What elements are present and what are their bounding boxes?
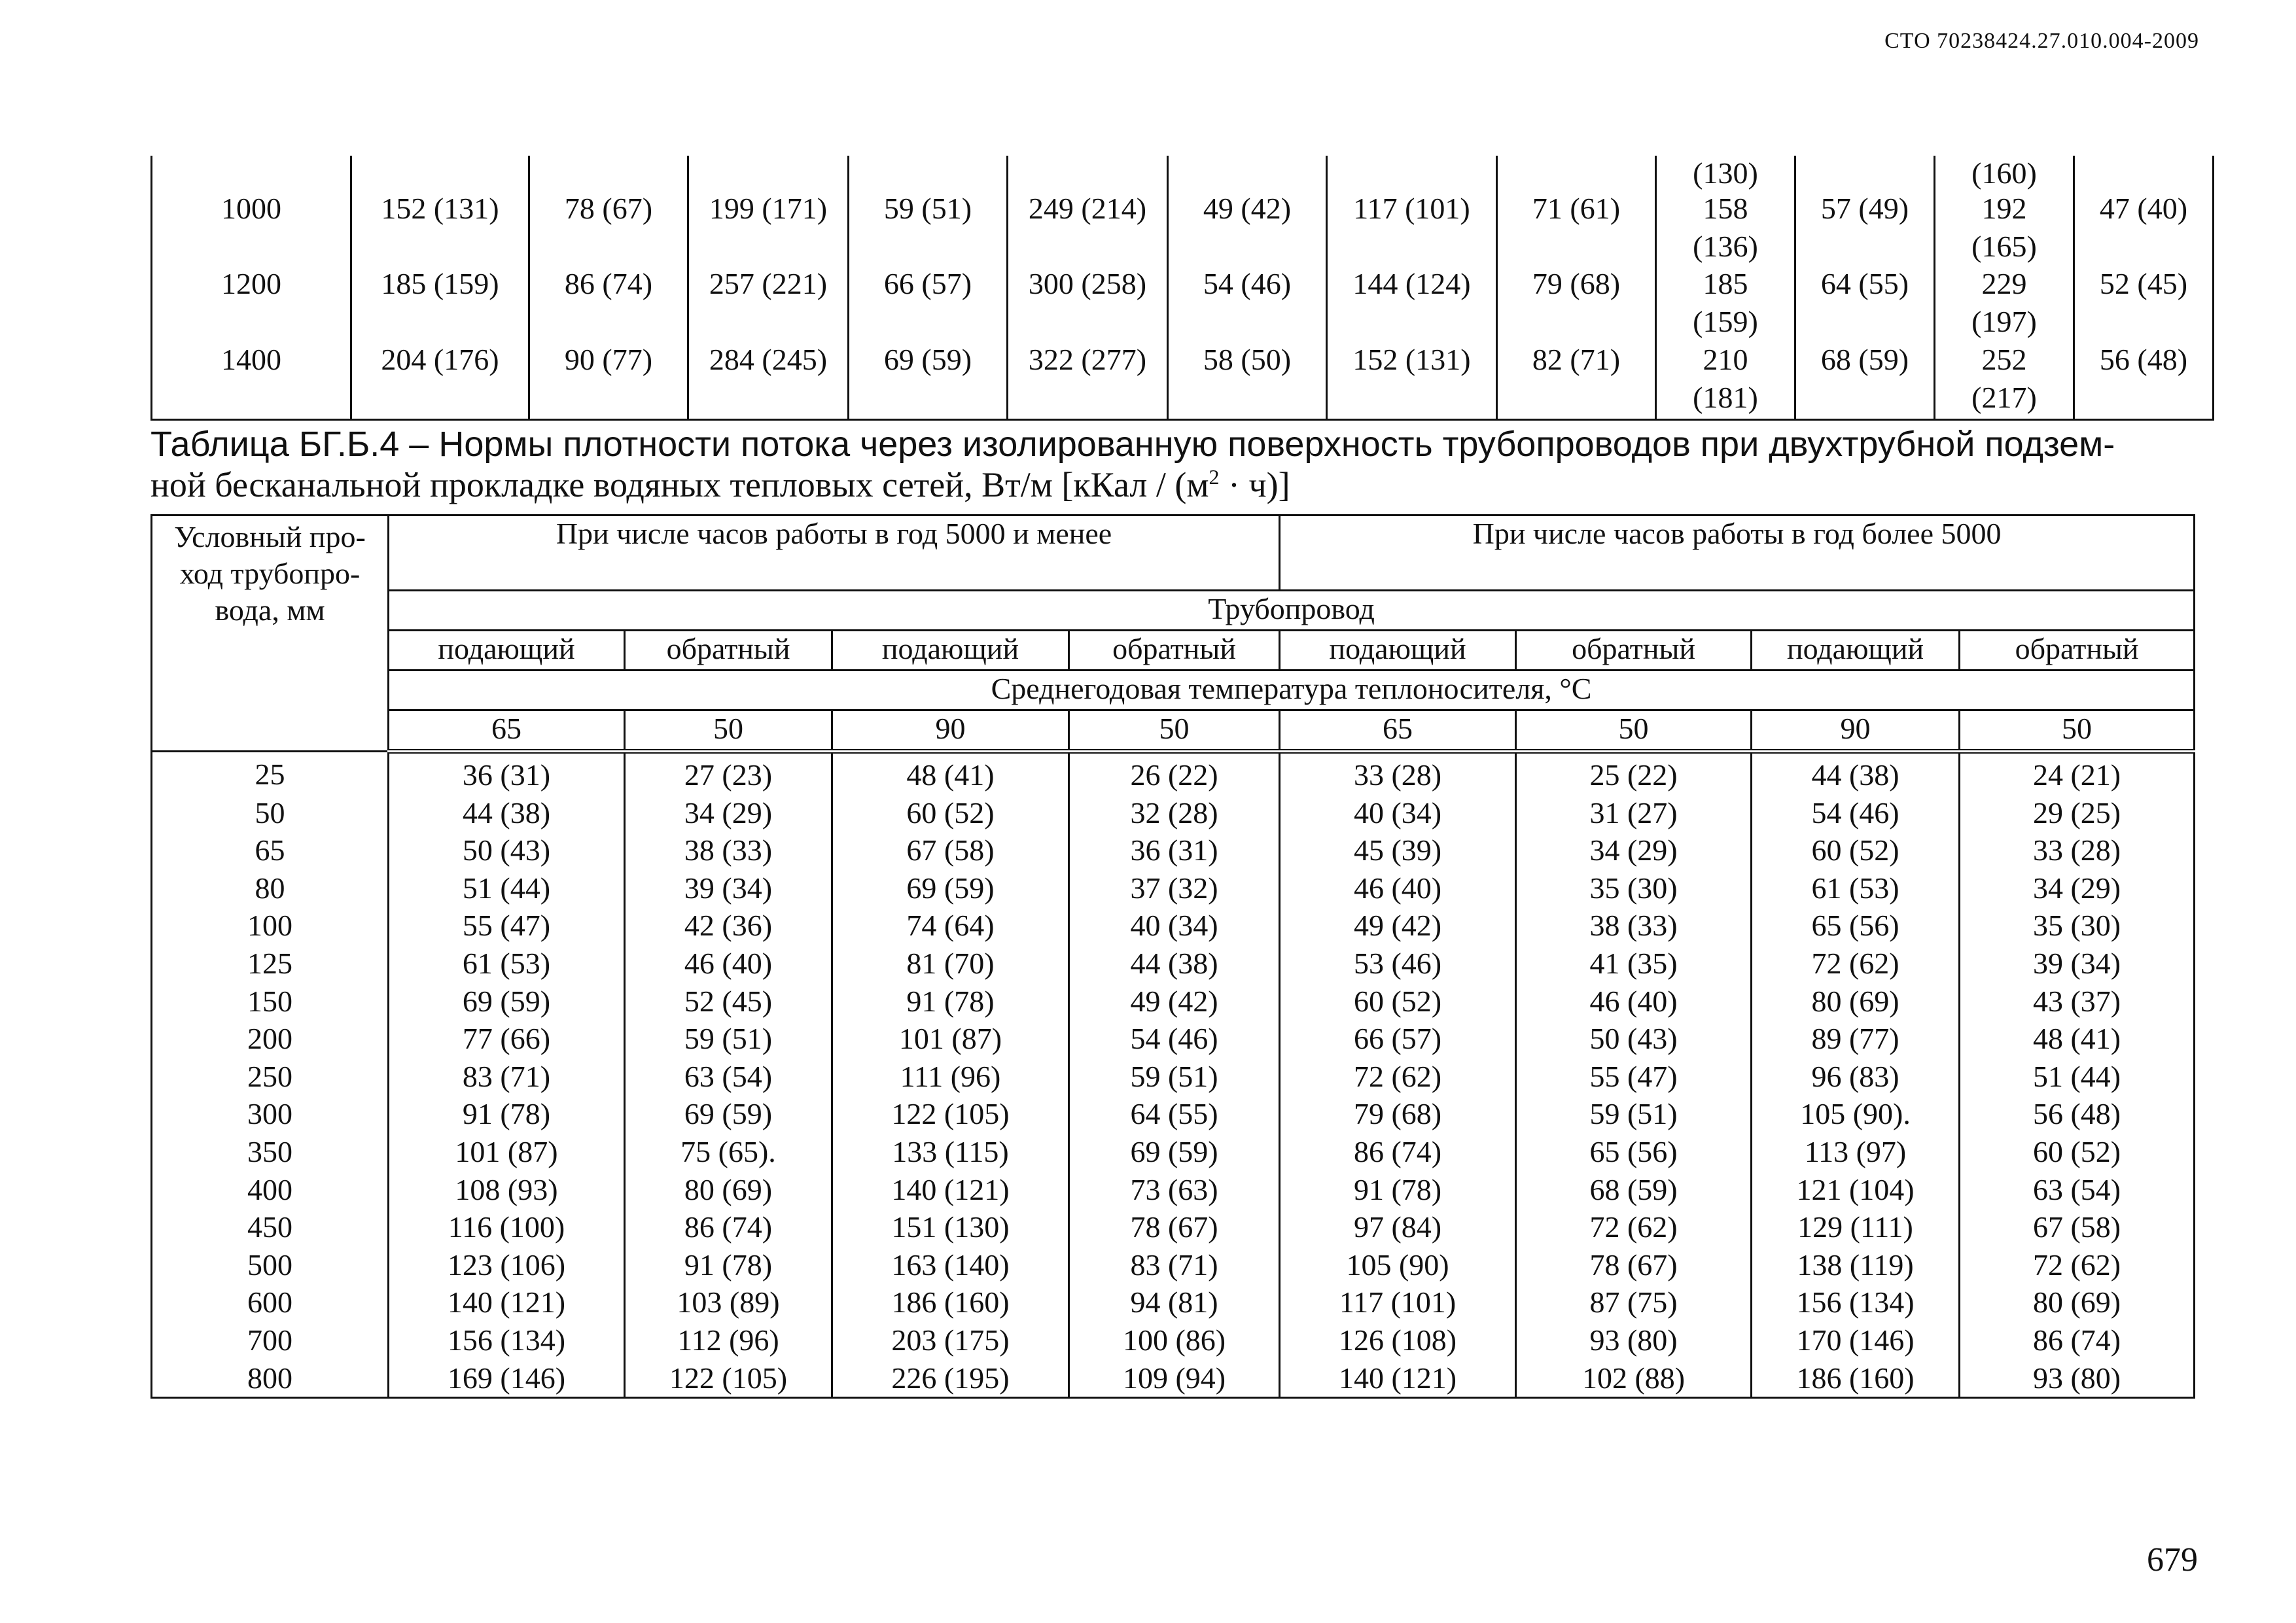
heat-flux-cell: 138 (119)	[1752, 1246, 1960, 1284]
continued-table-cell	[2074, 156, 2214, 420]
pipe-type-header: обратный	[1069, 631, 1280, 671]
heat-flux-cell: 42 (36)	[625, 907, 832, 945]
pipe-type-header: подающий	[832, 631, 1069, 671]
heat-flux-cell: 170 (146)	[1752, 1321, 1960, 1359]
heat-flux-cell: 46 (40)	[1516, 983, 1752, 1021]
continued-table-value: 204 (176)	[381, 343, 499, 376]
continued-table-value: 71 (61)	[1532, 192, 1621, 225]
heat-flux-cell: 44 (38)	[389, 794, 625, 832]
heat-flux-cell: 186 (160)	[832, 1283, 1069, 1321]
heat-flux-cell: 89 (77)	[1752, 1020, 1960, 1058]
continued-table-cell	[1008, 156, 1168, 420]
heat-flux-cell: 72 (62)	[1752, 945, 1960, 983]
heat-flux-cell: 81 (70)	[832, 945, 1069, 983]
table-row	[152, 1171, 2195, 1209]
continued-table-value: 158	[1703, 192, 1748, 225]
heat-flux-cell: 56 (48)	[1960, 1095, 2195, 1133]
heat-flux-cell: 75 (65).	[625, 1133, 832, 1171]
continued-table-value: 322 (277)	[1028, 343, 1147, 376]
continued-table-cell	[1327, 156, 1497, 420]
continued-table	[150, 156, 2214, 421]
table-row	[152, 1246, 2195, 1284]
heat-flux-cell: 86 (74)	[1280, 1133, 1516, 1171]
table-row	[152, 831, 2195, 869]
table-row	[152, 945, 2195, 983]
table-row	[152, 752, 2195, 794]
continued-table-value: 79 (68)	[1532, 267, 1621, 300]
heat-flux-cell: 78 (67)	[1069, 1208, 1280, 1246]
heat-flux-cell: 54 (46)	[1752, 794, 1960, 832]
nominal-bore-cell: 25	[152, 752, 389, 794]
nominal-bore-header: Условный про- ход трубопро- вода, мм	[152, 515, 389, 752]
heat-flux-cell: 79 (68)	[1280, 1095, 1516, 1133]
heat-flux-cell: 69 (59)	[625, 1095, 832, 1133]
heat-flux-cell: 59 (51)	[1516, 1095, 1752, 1133]
heat-flux-cell: 121 (104)	[1752, 1171, 1960, 1209]
continued-table-value: 185	[1703, 267, 1748, 300]
heat-flux-cell: 61 (53)	[1752, 869, 1960, 907]
heat-flux-cell: 65 (56)	[1752, 907, 1960, 945]
heat-flux-cell: 60 (52)	[1960, 1133, 2195, 1171]
heat-flux-cell: 33 (28)	[1280, 752, 1516, 794]
nominal-bore-cell: 700	[152, 1321, 389, 1359]
table-caption	[150, 424, 2193, 505]
nominal-bore-cell: 300	[152, 1095, 389, 1133]
heat-flux-cell: 67 (58)	[832, 831, 1069, 869]
nominal-bore-cell: 100	[152, 907, 389, 945]
heat-flux-cell: 93 (80)	[1516, 1321, 1752, 1359]
nominal-bore-cell: 250	[152, 1058, 389, 1096]
heat-flux-cell: 105 (90)	[1280, 1246, 1516, 1284]
continued-table-value: 64 (55)	[1820, 267, 1909, 300]
heat-flux-cell: 72 (62)	[1960, 1246, 2195, 1284]
heat-flux-cell: 72 (62)	[1280, 1058, 1516, 1096]
heat-flux-cell: 69 (59)	[1069, 1133, 1280, 1171]
temperature-value-header: 65	[389, 710, 625, 752]
heat-flux-cell: 74 (64)	[832, 907, 1069, 945]
heat-flux-cell: 69 (59)	[389, 983, 625, 1021]
heat-flux-cell: 117 (101)	[1280, 1283, 1516, 1321]
nominal-bore-cell: 50	[152, 794, 389, 832]
heat-flux-cell: 51 (44)	[389, 869, 625, 907]
heat-flux-cell: 108 (93)	[389, 1171, 625, 1209]
nominal-bore-cell: 800	[152, 1359, 389, 1398]
nominal-bore-cell: 150	[152, 983, 389, 1021]
heat-flux-cell: 55 (47)	[389, 907, 625, 945]
heat-flux-cell: 83 (71)	[1069, 1246, 1280, 1284]
temperature-value-header: 50	[1516, 710, 1752, 752]
heat-flux-cell: 36 (31)	[1069, 831, 1280, 869]
nominal-bore-cell: 65	[152, 831, 389, 869]
continued-table-value: 59 (51)	[883, 192, 972, 225]
table-row	[152, 1321, 2195, 1359]
continued-table-value: 47 (40)	[2099, 192, 2188, 225]
heat-flux-cell: 65 (56)	[1516, 1133, 1752, 1171]
heat-flux-cell: 51 (44)	[1960, 1058, 2195, 1096]
temperature-value-header: 65	[1280, 710, 1516, 752]
heat-flux-cell: 103 (89)	[625, 1283, 832, 1321]
heat-flux-cell: 48 (41)	[832, 752, 1069, 794]
heat-flux-cell: 80 (69)	[1960, 1283, 2195, 1321]
continued-table-value: 210	[1703, 343, 1748, 376]
continued-table-value: 249 (214)	[1028, 192, 1147, 225]
heat-flux-cell: 77 (66)	[389, 1020, 625, 1058]
document-code-header: СТО 70238424.27.010.004-2009	[1884, 29, 2199, 53]
table-row	[152, 1095, 2195, 1133]
heat-flux-cell: 55 (47)	[1516, 1058, 1752, 1096]
continued-table-cell	[1168, 156, 1327, 420]
heat-flux-cell: 87 (75)	[1516, 1283, 1752, 1321]
temperature-value-header: 90	[1752, 710, 1960, 752]
heat-flux-cell: 68 (59)	[1516, 1171, 1752, 1209]
continued-table-value: 192	[1981, 192, 2027, 225]
temperature-value-header: 50	[625, 710, 832, 752]
continued-table-value: 252	[1981, 343, 2027, 376]
page-number: 679	[2147, 1541, 2198, 1579]
heat-flux-cell: 156 (134)	[1752, 1283, 1960, 1321]
continued-table-value: 57 (49)	[1820, 192, 1909, 225]
heat-flux-cell: 72 (62)	[1516, 1208, 1752, 1246]
heat-flux-cell: 91 (78)	[625, 1246, 832, 1284]
heat-flux-cell: 43 (37)	[1960, 983, 2195, 1021]
heat-flux-cell: 52 (45)	[625, 983, 832, 1021]
heat-flux-cell: 31 (27)	[1516, 794, 1752, 832]
table-row	[152, 1020, 2195, 1058]
continued-table-wrapped-value: (136)	[1693, 230, 1758, 263]
continued-table-value: 49 (42)	[1203, 192, 1292, 225]
heat-flux-cell: 44 (38)	[1752, 752, 1960, 794]
continued-table-value: 54 (46)	[1203, 267, 1292, 300]
heat-flux-cell: 54 (46)	[1069, 1020, 1280, 1058]
heat-flux-cell: 140 (121)	[1280, 1359, 1516, 1398]
heat-flux-cell: 123 (106)	[389, 1246, 625, 1284]
continued-table-value: 257 (221)	[709, 267, 828, 300]
continued-table-value: 69 (59)	[883, 343, 972, 376]
continued-table-value: 152 (131)	[381, 192, 499, 225]
heat-flux-cell: 24 (21)	[1960, 752, 2195, 794]
heat-flux-cell: 33 (28)	[1960, 831, 2195, 869]
heat-flux-cell: 63 (54)	[1960, 1171, 2195, 1209]
continued-table-value: 1200	[221, 267, 281, 300]
heat-flux-cell: 113 (97)	[1752, 1133, 1960, 1171]
heat-flux-cell: 60 (52)	[1752, 831, 1960, 869]
heat-flux-cell: 34 (29)	[1516, 831, 1752, 869]
heat-flux-cell: 38 (33)	[625, 831, 832, 869]
heat-flux-cell: 25 (22)	[1516, 752, 1752, 794]
table-row	[152, 1133, 2195, 1171]
pipe-type-header: обратный	[1960, 631, 2195, 671]
nominal-bore-cell: 600	[152, 1283, 389, 1321]
table-row	[152, 983, 2195, 1021]
heat-flux-cell: 156 (134)	[389, 1321, 625, 1359]
heat-flux-cell: 100 (86)	[1069, 1321, 1280, 1359]
heat-flux-cell: 69 (59)	[832, 869, 1069, 907]
caption-line-2: ной бесканальной прокладке водяных тепловых сетей, Вт/м [кКал / $(м^2 \cdot ч)$]	[150, 465, 1290, 504]
temperature-value-header: 50	[1069, 710, 1280, 752]
pipe-type-header: подающий	[1280, 631, 1516, 671]
continued-table-cell	[1497, 156, 1656, 420]
pipe-type-header: обратный	[1516, 631, 1752, 671]
continued-table-value: 82 (71)	[1532, 343, 1621, 376]
heat-flux-cell: 203 (175)	[832, 1321, 1069, 1359]
heat-flux-cell: 29 (25)	[1960, 794, 2195, 832]
heat-flux-cell: 64 (55)	[1069, 1095, 1280, 1133]
continued-table-cell	[152, 156, 351, 420]
heat-flux-cell: 59 (51)	[1069, 1058, 1280, 1096]
continued-table-value: 58 (50)	[1203, 343, 1292, 376]
heat-flux-cell: 101 (87)	[832, 1020, 1069, 1058]
heat-flux-cell: 59 (51)	[625, 1020, 832, 1058]
continued-table-value: 185 (159)	[381, 267, 499, 300]
table-row	[152, 1208, 2195, 1246]
continued-table-cell	[1656, 156, 1795, 420]
continued-table-value: 68 (59)	[1820, 343, 1909, 376]
continued-table-cell	[688, 156, 849, 420]
continued-table-value: 52 (45)	[2099, 267, 2188, 300]
table-row	[152, 1058, 2195, 1096]
continued-table-value: 229	[1981, 267, 2027, 300]
hours-group-header-2: При числе часов работы в год более 5000	[1280, 515, 2195, 591]
heat-flux-cell: 66 (57)	[1280, 1020, 1516, 1058]
heat-flux-cell: 86 (74)	[625, 1208, 832, 1246]
heat-flux-cell: 35 (30)	[1516, 869, 1752, 907]
temperature-header: Среднегодовая температура теплоносителя, °С	[389, 671, 2195, 710]
heat-flux-cell: 94 (81)	[1069, 1283, 1280, 1321]
heat-flux-cell: 49 (42)	[1280, 907, 1516, 945]
caption-line-1: Таблица БГ.Б.4 – Нормы плотности потока через изолированную поверхность трубопроводов при двухтрубной подзем-	[150, 425, 2115, 464]
heat-flux-cell: 36 (31)	[389, 752, 625, 794]
heat-flux-cell: 91 (78)	[832, 983, 1069, 1021]
table-row	[152, 1283, 2195, 1321]
heat-flux-cell: 78 (67)	[1516, 1246, 1752, 1284]
heat-flux-cell: 97 (84)	[1280, 1208, 1516, 1246]
heat-flux-cell: 39 (34)	[625, 869, 832, 907]
heat-flux-cell: 41 (35)	[1516, 945, 1752, 983]
continued-table-wrapped-value: (217)	[1971, 381, 2037, 414]
pipeline-header: Трубопровод	[389, 591, 2195, 631]
heat-flux-cell: 44 (38)	[1069, 945, 1280, 983]
continued-table-cell	[1795, 156, 1935, 420]
pipe-type-header: обратный	[625, 631, 832, 671]
nominal-bore-cell: 200	[152, 1020, 389, 1058]
continued-table-value: 117 (101)	[1353, 192, 1470, 225]
nominal-bore-cell: 80	[152, 869, 389, 907]
heat-flux-cell: 38 (33)	[1516, 907, 1752, 945]
heat-flux-cell: 102 (88)	[1516, 1359, 1752, 1398]
heat-flux-cell: 34 (29)	[1960, 869, 2195, 907]
heat-flux-cell: 126 (108)	[1280, 1321, 1516, 1359]
heat-flux-cell: 60 (52)	[832, 794, 1069, 832]
continued-table-value: 1000	[221, 192, 281, 225]
nominal-bore-cell: 400	[152, 1171, 389, 1209]
heat-flux-cell: 226 (195)	[832, 1359, 1069, 1398]
heat-flux-cell: 116 (100)	[389, 1208, 625, 1246]
continued-table-value: 86 (74)	[564, 267, 653, 300]
heat-flux-cell: 60 (52)	[1280, 983, 1516, 1021]
table-row	[152, 794, 2195, 832]
heat-flux-cell: 40 (34)	[1069, 907, 1280, 945]
heat-flux-cell: 186 (160)	[1752, 1359, 1960, 1398]
pipe-type-header: подающий	[1752, 631, 1960, 671]
heat-flux-cell: 91 (78)	[389, 1095, 625, 1133]
heat-flux-cell: 39 (34)	[1960, 945, 2195, 983]
heat-flux-cell: 122 (105)	[832, 1095, 1069, 1133]
heat-flux-cell: 46 (40)	[1280, 869, 1516, 907]
table-row	[152, 1359, 2195, 1398]
heat-flux-cell: 67 (58)	[1960, 1208, 2195, 1246]
heat-flux-cell: 169 (146)	[389, 1359, 625, 1398]
heat-flux-cell: 91 (78)	[1280, 1171, 1516, 1209]
continued-table-value: 56 (48)	[2099, 343, 2188, 376]
table-row	[152, 907, 2195, 945]
heat-flux-cell: 83 (71)	[389, 1058, 625, 1096]
heat-flux-cell: 151 (130)	[832, 1208, 1069, 1246]
heat-flux-cell: 80 (69)	[625, 1171, 832, 1209]
heat-flux-cell: 101 (87)	[389, 1133, 625, 1171]
continued-table-value: 66 (57)	[883, 267, 972, 300]
continued-table-wrapped-value: (181)	[1693, 381, 1758, 414]
continued-table-wrapped-value: (197)	[1971, 305, 2037, 338]
heat-flux-cell: 40 (34)	[1280, 794, 1516, 832]
heat-flux-cell: 48 (41)	[1960, 1020, 2195, 1058]
heat-flux-cell: 26 (22)	[1069, 752, 1280, 794]
continued-table-value: 284 (245)	[709, 343, 828, 376]
continued-table-value: 152 (131)	[1352, 343, 1471, 376]
continued-table-value: 90 (77)	[564, 343, 653, 376]
heat-flux-cell: 140 (121)	[832, 1171, 1069, 1209]
heat-flux-cell: 61 (53)	[389, 945, 625, 983]
heat-flux-cell: 105 (90).	[1752, 1095, 1960, 1133]
heat-flux-cell: 73 (63)	[1069, 1171, 1280, 1209]
table-row	[152, 869, 2195, 907]
heat-flux-cell: 50 (43)	[1516, 1020, 1752, 1058]
heat-flux-cell: 80 (69)	[1752, 983, 1960, 1021]
continued-table-wrapped-value: (130)	[1693, 156, 1758, 190]
continued-table-value: 1400	[221, 343, 281, 376]
heat-flux-cell: 163 (140)	[832, 1246, 1069, 1284]
nominal-bore-cell: 450	[152, 1208, 389, 1246]
continued-table-wrapped-value: (165)	[1971, 230, 2037, 263]
continued-table-value: 300 (258)	[1028, 267, 1147, 300]
heat-flux-cell: 109 (94)	[1069, 1359, 1280, 1398]
heat-flux-cell: 37 (32)	[1069, 869, 1280, 907]
heat-flux-cell: 49 (42)	[1069, 983, 1280, 1021]
continued-table-cell	[351, 156, 529, 420]
continued-table-row	[152, 156, 2214, 420]
heat-flux-cell: 35 (30)	[1960, 907, 2195, 945]
hours-group-header-1: При числе часов работы в год 5000 и менее	[389, 515, 1280, 591]
nominal-bore-cell: 500	[152, 1246, 389, 1284]
continued-table-value: 144 (124)	[1352, 267, 1471, 300]
heat-flux-cell: 93 (80)	[1960, 1359, 2195, 1398]
heat-flux-cell: 63 (54)	[625, 1058, 832, 1096]
heat-flux-cell: 34 (29)	[625, 794, 832, 832]
heat-flux-cell: 46 (40)	[625, 945, 832, 983]
pipe-type-header: подающий	[389, 631, 625, 671]
continued-table-value: 78 (67)	[564, 192, 653, 225]
continued-table-cell	[1935, 156, 2074, 420]
continued-table-value: 199 (171)	[709, 192, 828, 225]
heat-flux-cell: 32 (28)	[1069, 794, 1280, 832]
continued-table-wrapped-value: (160)	[1971, 156, 2037, 190]
heat-flux-cell: 122 (105)	[625, 1359, 832, 1398]
heat-flux-cell: 86 (74)	[1960, 1321, 2195, 1359]
temperature-value-header: 90	[832, 710, 1069, 752]
temperature-value-header: 50	[1960, 710, 2195, 752]
heat-flux-cell: 45 (39)	[1280, 831, 1516, 869]
heat-flux-cell: 140 (121)	[389, 1283, 625, 1321]
heat-flux-cell: 112 (96)	[625, 1321, 832, 1359]
heat-flux-cell: 96 (83)	[1752, 1058, 1960, 1096]
caption-superscript: 2	[1209, 465, 1220, 489]
nominal-bore-cell: 125	[152, 945, 389, 983]
heat-flux-norms-table	[150, 514, 2195, 1399]
heat-flux-cell: 111 (96)	[832, 1058, 1069, 1096]
continued-table-cell	[529, 156, 688, 420]
nominal-bore-cell: 350	[152, 1133, 389, 1171]
heat-flux-cell: 129 (111)	[1752, 1208, 1960, 1246]
continued-table-wrapped-value: (159)	[1693, 305, 1758, 338]
continued-table-cell	[849, 156, 1008, 420]
heat-flux-cell: 27 (23)	[625, 752, 832, 794]
heat-flux-cell: 133 (115)	[832, 1133, 1069, 1171]
heat-flux-cell: 53 (46)	[1280, 945, 1516, 983]
heat-flux-cell: 50 (43)	[389, 831, 625, 869]
